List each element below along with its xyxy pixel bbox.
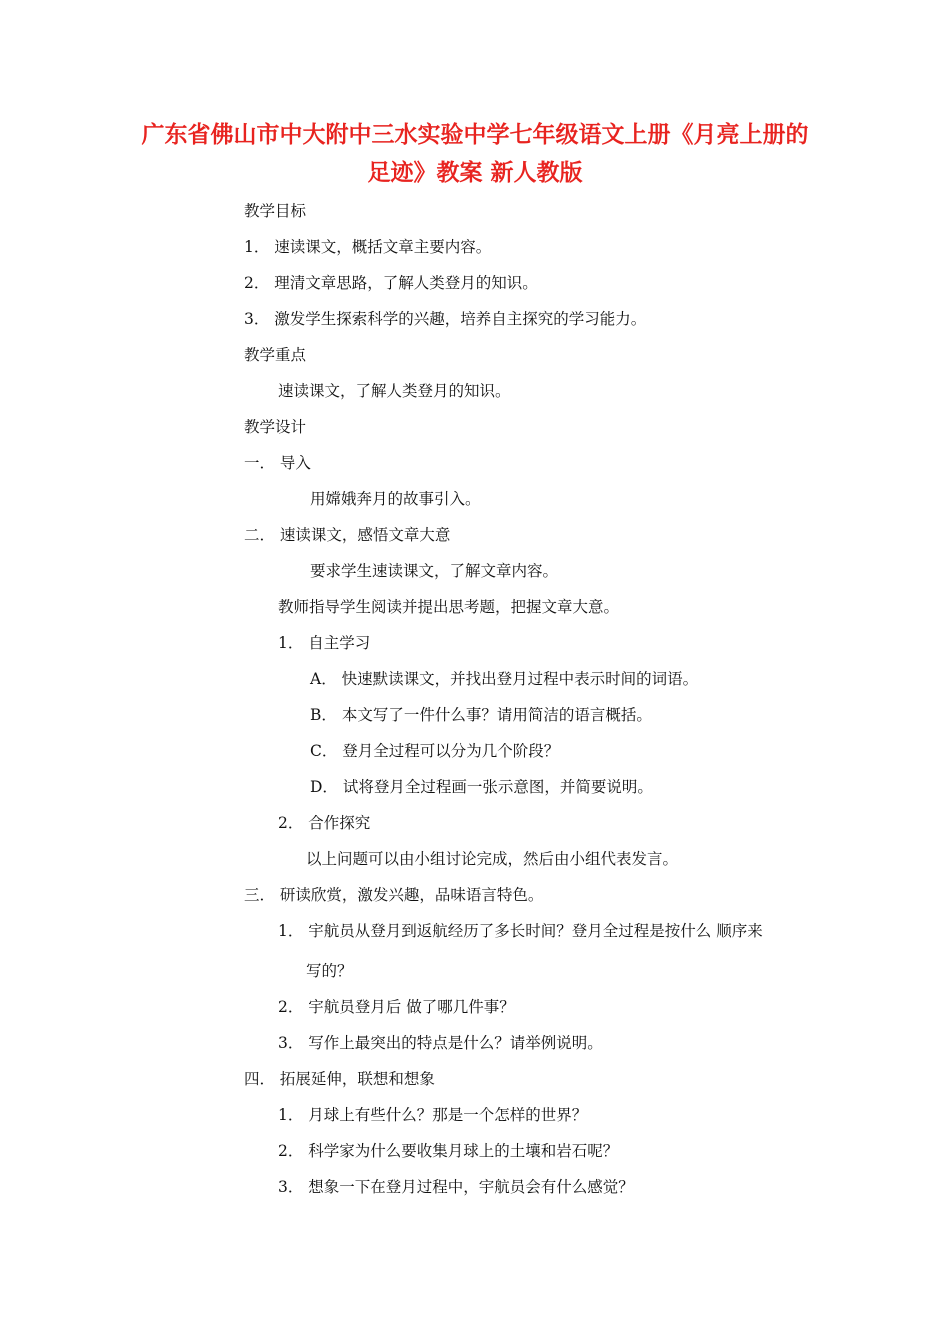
heading-teaching-focus: 教学重点 [244,346,307,364]
section-4-item-2: 2． 科学家为什么要收集月球上的土壤和岩石呢？ [278,1142,619,1160]
section-3-heading: 三． 研读欣赏，激发兴趣，品味语言特色。 [244,886,544,904]
question-d: D． 试将登月全过程画一张示意图，并简要说明。 [310,778,653,796]
section-2-text-2: 教师指导学生阅读并提出思考题，把握文章大意。 [278,598,620,616]
subsection-self-study: 1． 自主学习 [278,634,371,652]
focus-text: 速读课文，了解人类登月的知识。 [278,382,511,400]
section-4-item-1: 1． 月球上有些什么？那是一个怎样的世界？ [278,1106,588,1124]
heading-teaching-goals: 教学目标 [244,202,307,220]
section-3-item-2: 2． 宇航员登月后 做了哪几件事？ [278,998,515,1016]
section-3-item-1: 1． 宇航员从登月到返航经历了多长时间？登月全过程是按什么 顺序来 [278,922,763,940]
subsection-cooperative: 2． 合作探究 [278,814,371,832]
question-a: A． 快速默读课文，并找出登月过程中表示时间的词语。 [310,670,699,688]
section-2-heading: 二． 速读课文，感悟文章大意 [244,526,451,544]
section-3-item-1-cont: 写的？ [306,962,353,980]
goal-item-1: 1． 速读课文，概括文章主要内容。 [244,238,492,256]
document-title-line-1: 广东省佛山市中大附中三水实验中学七年级语文上册《月亮上册的 [141,121,809,148]
goal-item-2: 2． 理清文章思路，了解人类登月的知识。 [244,274,538,292]
section-1-heading: 一． 导入 [244,454,311,472]
heading-teaching-design: 教学设计 [244,418,307,436]
question-b: B． 本文写了一件什么事？请用简洁的语言概括。 [310,706,652,724]
goal-item-3: 3． 激发学生探索科学的兴趣，培养自主探究的学习能力。 [244,310,647,328]
section-4-item-3: 3． 想象一下在登月过程中，宇航员会有什么感觉？ [278,1178,634,1196]
section-3-item-3: 3． 写作上最突出的特点是什么？请举例说明。 [278,1034,603,1052]
section-4-heading: 四． 拓展延伸，联想和想象 [244,1070,435,1088]
question-c: C． 登月全过程可以分为几个阶段？ [310,742,560,760]
cooperative-text: 以上问题可以由小组讨论完成，然后由小组代表发言。 [306,850,679,868]
section-2-text-1: 要求学生速读课文，了解文章内容。 [310,562,559,580]
document-title-line-2: 足迹》教案 新人教版 [367,159,583,186]
section-1-text: 用嫦娥奔月的故事引入。 [310,490,481,508]
